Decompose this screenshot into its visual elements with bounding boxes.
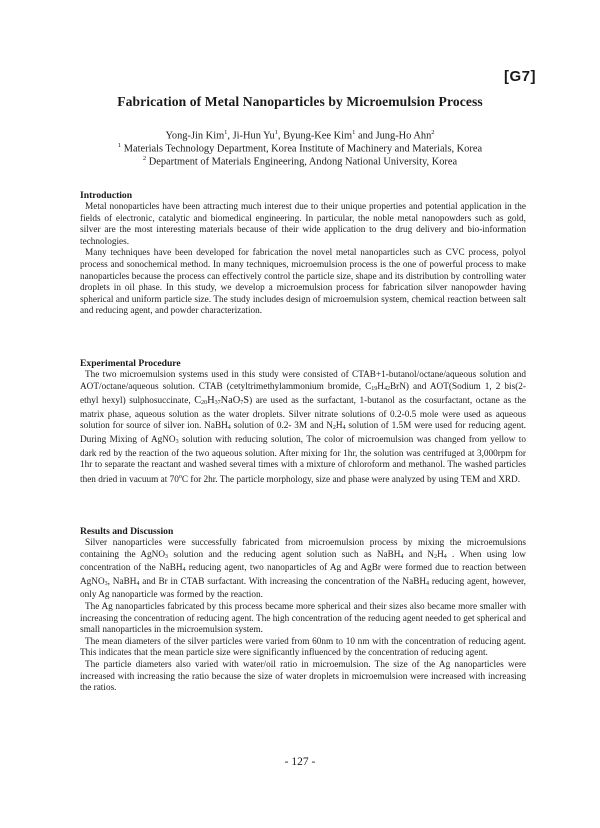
subscript: 4 — [426, 580, 430, 587]
text-run: . When using low concentration of the NaBH — [80, 549, 526, 574]
page-tag: [G7] — [504, 68, 536, 85]
subscript: 4 — [342, 425, 346, 432]
section-heading: Experimental Procedure — [80, 358, 181, 369]
affiliation-text: Materials Technology Department, Korea Institute of Machinery and Materials, Korea — [123, 143, 483, 155]
page-number: - 127 - — [284, 756, 316, 768]
introduction-section — [80, 190, 526, 318]
subscript: 3 — [175, 438, 179, 445]
subscript: 20 — [201, 400, 208, 407]
formula — [194, 395, 249, 406]
paragraph: Metal nonoparticles have been attracting much interest due to their unique properties and potential application in the fields of electronic, catalytic and biomedical engineering. In particular, the noble metal nanopowders such as gold, silver are the most interesting materials because of their wide application to the drug delivery and bio-information technologies. — [80, 202, 526, 247]
author-name: Ji-Hun Yu — [232, 130, 275, 142]
author-separator: , — [227, 130, 233, 142]
subscript: 37 — [214, 400, 221, 407]
subscript: 19 — [371, 385, 378, 392]
paragraph: Many techniques have been developed for fabrication the novel metal nanoparticles such as CVC process, polyol process and sonochemical method. In many techniques, microemulsion process is the one of powerful process to make nanoparticles because the process can effectively control the particle size, shape and its distribution by controlling water droplets in oil phase. In this study, we develop a microemulsion process for fabrication silver nanopowder having spherical and uniform particle size. The study includes design of microemulsion system, chemical reaction between salt and reducing agent, and powder characterization. — [80, 248, 526, 317]
paper-title: Fabrication of Metal Nanoparticles by Microemulsion Process — [117, 94, 483, 109]
section-heading: Introduction — [80, 190, 133, 201]
author-affil-mark: 1 — [352, 129, 356, 136]
author-separator: , — [277, 130, 284, 142]
text-run: Silver nanoparticles were successfully fabricated from microemulsion process by mixing the microemulsions containing the AgNO — [80, 538, 526, 560]
affiliation-mark: 2 — [142, 155, 147, 162]
text-run: and Br in CTAB surfactant. With increasing the concentration of the NaBH — [139, 576, 427, 587]
subscript: 42 — [383, 385, 390, 392]
subscript: 4 — [400, 553, 404, 560]
subscript: 3 — [165, 553, 169, 560]
text-run: solution and the reducing agent solution such as NaBH — [168, 549, 401, 560]
paragraph: The mean diameters of the silver particles were varied from 60nm to 10 nm with the concentration of reducing agent. This indicates that the mean particle size were significantly influenced by the concentration of reducing agent. — [80, 636, 526, 659]
text-run: solution with reducing solution, The color of microemulsion was changed from yellow to dark red by the reaction of the two aqueous solution. After mixing for 1hr, the solution was centrifuged at 3,000rpm for 1hr to separate the reactant and washed several times with a mixture of chloroform and methanol. The washed particles then dried in vacuum at 70 — [80, 434, 526, 485]
experimental-section — [80, 358, 526, 486]
affiliation-mark: 1 — [117, 142, 122, 149]
paragraph: The Ag nanoparticles fabricated by this process became more spherical and their sizes also became more smaller with increasing the concentration of reducing agent. The high concentration of the reducing agent needed to get spherical and small nanoparticles in the microemulsion system. — [80, 601, 526, 636]
text-run: NaO — [220, 395, 241, 407]
text-run: BrN) and AOT(Sodium 1, 2 bis(2-ethyl hexyl) sulphosuccinate, — [80, 381, 526, 407]
author-name: Yong-Jin Kim — [165, 130, 225, 142]
author-name: Jung-Ho Ahn — [375, 130, 432, 142]
subscript: 4 — [227, 425, 231, 432]
subscript: 4 — [182, 567, 186, 574]
text-run: C for 2hr. The particle morphology, size and phase were analyzed by using TEM and XRD. — [181, 474, 521, 485]
subscript: 4 — [443, 553, 447, 560]
section-heading: Results and Discussion — [80, 526, 174, 537]
text-run: ) are used as the surfactant, 1-butanol as the cosurfactant, octane as the matrix phase, aqueous solution as the water droplets. Silver nitrate solutions of 0.2-0.5 mole were used as aqueous solution for source of silver ion. NaBH — [80, 396, 526, 432]
text-run: H — [377, 381, 384, 392]
subscript: 4 — [136, 580, 140, 587]
paragraph — [80, 370, 526, 486]
subscript: 2 — [332, 425, 336, 432]
author-name: Byung-Kee Kim — [283, 130, 353, 142]
text-run: solution of 1.5M were used for reducing agent. During Mixing of AgNO — [80, 421, 526, 445]
text-run: H — [207, 395, 215, 407]
text-run: H — [335, 421, 343, 432]
text-run: C — [194, 395, 202, 407]
results-section — [80, 526, 526, 695]
text-run: solution of 0.2- 3M and N — [230, 421, 333, 432]
paragraph: The particle diameters also varied with water/oil ratio in microemulsion. The size of the Ag nanoparticles were increased with increasing the ratio because the size of water droplets in microemulsion were increased with increasing the ratios. — [80, 659, 526, 694]
author-affil-mark: 1 — [274, 129, 278, 136]
author-affil-mark: 2 — [431, 129, 435, 136]
superscript: o — [178, 473, 182, 480]
text-run: H — [437, 549, 444, 560]
text-run: , NaBH — [107, 576, 137, 587]
affiliation-text: Department of Materials Engineering, Andong National University, Korea — [148, 156, 458, 168]
author-affil-mark: 1 — [224, 129, 228, 136]
subscript: 7 — [240, 400, 244, 407]
text-run: S — [243, 395, 250, 407]
paragraph — [80, 538, 526, 602]
text-run: reducing agent, two nanoparticles of Ag and AgBr were formed due to reaction between AgNO — [80, 563, 526, 587]
subscript: 2 — [434, 553, 438, 560]
text-run: and N — [403, 549, 435, 560]
affiliation-2 — [0, 152, 600, 168]
text-run: The two microemulsion systems used in this study were consisted of CTAB+1-butanol/octane/aqueous solution and AOT/octane/aqueous solution. CTAB (cetyltrimethylammonium bromide, C — [80, 370, 526, 392]
subscript: 3 — [104, 580, 108, 587]
text-run: reducing agent, however, only Ag nanoparticle was formed by the reaction. — [80, 576, 526, 601]
author-conjunction: and — [355, 130, 376, 142]
